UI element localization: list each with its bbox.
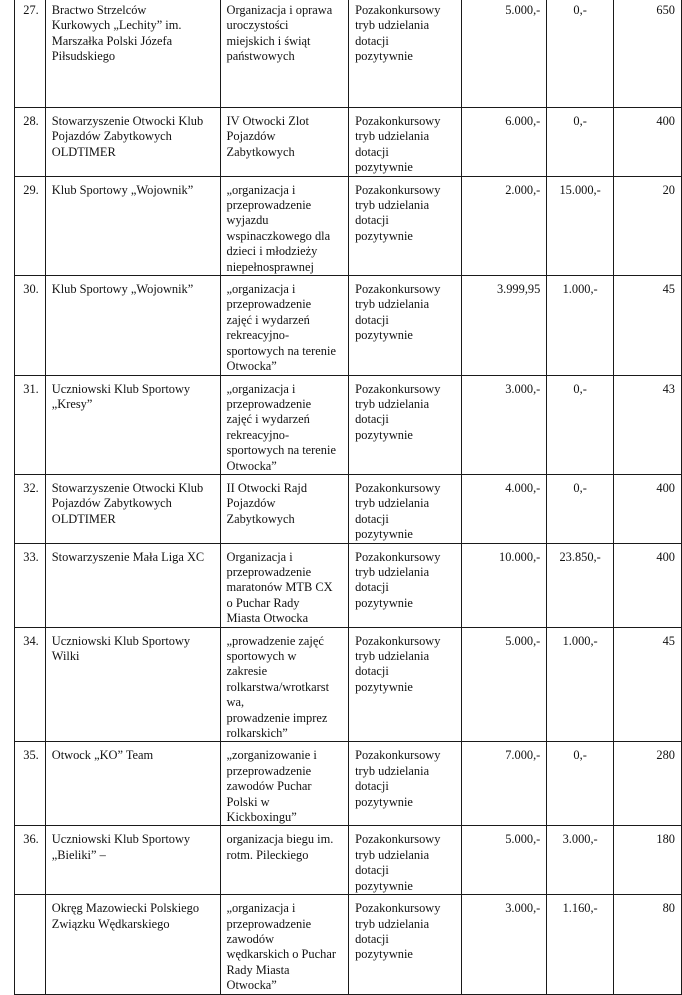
organization-name: Klub Sportowy „Wojownik” — [45, 276, 220, 375]
grant-amount: 5.000,- — [462, 0, 547, 108]
participant-count: 280 — [613, 742, 681, 826]
table-row — [15, 108, 682, 177]
row-number: 32. — [15, 474, 46, 543]
grant-amount: 3.999,95 — [462, 276, 547, 375]
grant-mode: Pozakonkursowy tryb udzielania dotacji pozytywnie — [349, 0, 462, 108]
participant-count: 45 — [613, 276, 681, 375]
grant-amount: 4.000,- — [462, 474, 547, 543]
grant-amount: 3.000,- — [462, 375, 547, 474]
task-name: „organizacja i przeprowadzenie zawodów wędkarskich o Puchar Rady Miasta Otwocka” — [220, 895, 349, 995]
participant-count: 180 — [613, 826, 681, 895]
organization-name: Stowarzyszenie Otwocki Klub Pojazdów Zabytkowych OLDTIMER — [45, 108, 220, 177]
grant-mode: Pozakonkursowy tryb udzielania dotacji pozytywnie — [349, 176, 462, 275]
task-name: „organizacja i przeprowadzenie zajęć i wydarzeń rekreacyjno- sportowych na terenie Otwocka” — [220, 276, 349, 375]
own-contribution: 0,- — [547, 742, 614, 826]
task-name: Organizacja i oprawa uroczystości miejskich i świąt państwowych — [220, 0, 349, 108]
participant-count: 400 — [613, 108, 681, 177]
own-contribution: 0,- — [547, 0, 614, 108]
organization-name: Stowarzyszenie Otwocki Klub Pojazdów Zabytkowych OLDTIMER — [45, 474, 220, 543]
grant-mode: Pozakonkursowy tryb udzielania dotacji pozytywnie — [349, 543, 462, 627]
row-number: 27. — [15, 0, 46, 108]
task-name: „zorganizowanie i przeprowadzenie zawodów Puchar Polski w Kickboxingu” — [220, 742, 349, 826]
participant-count: 43 — [613, 375, 681, 474]
task-name: organizacja biegu im. rotm. Pileckiego — [220, 826, 349, 895]
grant-amount: 2.000,- — [462, 176, 547, 275]
grant-mode: Pozakonkursowy tryb udzielania dotacji pozytywnie — [349, 375, 462, 474]
organization-name: Otwock „KO” Team — [45, 742, 220, 826]
row-number: 34. — [15, 627, 46, 742]
table-row — [15, 543, 682, 627]
organization-name: Stowarzyszenie Mała Liga XC — [45, 543, 220, 627]
participant-count: 80 — [613, 895, 681, 995]
row-number: 31. — [15, 375, 46, 474]
own-contribution: 0,- — [547, 474, 614, 543]
row-number: 33. — [15, 543, 46, 627]
organization-name: Klub Sportowy „Wojownik” — [45, 176, 220, 275]
grant-mode: Pozakonkursowy tryb udzielania dotacji pozytywnie — [349, 627, 462, 742]
grant-amount: 5.000,- — [462, 826, 547, 895]
table-row — [15, 826, 682, 895]
own-contribution: 15.000,- — [547, 176, 614, 275]
table-row — [15, 474, 682, 543]
table-row — [15, 742, 682, 826]
row-number — [15, 895, 46, 995]
organization-name: Uczniowski Klub Sportowy Wilki — [45, 627, 220, 742]
table-row — [15, 627, 682, 742]
participant-count: 20 — [613, 176, 681, 275]
table-row — [15, 0, 682, 108]
own-contribution: 0,- — [547, 375, 614, 474]
task-name: II Otwocki Rajd Pojazdów Zabytkowych — [220, 474, 349, 543]
grant-amount: 5.000,- — [462, 627, 547, 742]
row-number: 35. — [15, 742, 46, 826]
grant-amount: 10.000,- — [462, 543, 547, 627]
task-name: IV Otwocki Zlot Pojazdów Zabytkowych — [220, 108, 349, 177]
task-name: Organizacja i przeprowadzenie maratonów MTB CX o Puchar Rady Miasta Otwocka — [220, 543, 349, 627]
row-number: 29. — [15, 176, 46, 275]
organization-name: Uczniowski Klub Sportowy „Bieliki” – — [45, 826, 220, 895]
organization-name: Okręg Mazowiecki Polskiego Związku Wędkarskiego — [45, 895, 220, 995]
own-contribution: 1.000,- — [547, 627, 614, 742]
grant-mode: Pozakonkursowy tryb udzielania dotacji pozytywnie — [349, 826, 462, 895]
own-contribution: 1.000,- — [547, 276, 614, 375]
organization-name: Bractwo Strzelców Kurkowych „Lechity” im. Marszałka Polski Józefa Piłsudskiego — [45, 0, 220, 108]
grants-table — [14, 0, 682, 995]
table-row — [15, 895, 682, 995]
table-row — [15, 375, 682, 474]
grant-mode: Pozakonkursowy tryb udzielania dotacji pozytywnie — [349, 108, 462, 177]
task-name: „organizacja i przeprowadzenie wyjazdu wspinaczkowego dla dzieci i młodzieży niepełnosprawnej — [220, 176, 349, 275]
row-number: 28. — [15, 108, 46, 177]
own-contribution: 1.160,- — [547, 895, 614, 995]
grant-amount: 3.000,- — [462, 895, 547, 995]
table-row — [15, 276, 682, 375]
own-contribution: 23.850,- — [547, 543, 614, 627]
own-contribution: 0,- — [547, 108, 614, 177]
participant-count: 45 — [613, 627, 681, 742]
grant-mode: Pozakonkursowy tryb udzielania dotacji pozytywnie — [349, 276, 462, 375]
own-contribution: 3.000,- — [547, 826, 614, 895]
organization-name: Uczniowski Klub Sportowy „Kresy” — [45, 375, 220, 474]
task-name: „prowadzenie zajęć sportowych w zakresie rolkarstwa/wrotkarst wa, prowadzenie imprez rolkarskich” — [220, 627, 349, 742]
grant-mode: Pozakonkursowy tryb udzielania dotacji pozytywnie — [349, 474, 462, 543]
row-number: 36. — [15, 826, 46, 895]
row-number: 30. — [15, 276, 46, 375]
grant-mode: Pozakonkursowy tryb udzielania dotacji pozytywnie — [349, 742, 462, 826]
grant-amount: 6.000,- — [462, 108, 547, 177]
participant-count: 400 — [613, 474, 681, 543]
grant-amount: 7.000,- — [462, 742, 547, 826]
table-row — [15, 176, 682, 275]
table-body — [15, 0, 682, 995]
participant-count: 650 — [613, 0, 681, 108]
task-name: „organizacja i przeprowadzenie zajęć i wydarzeń rekreacyjno- sportowych na terenie Otwocka” — [220, 375, 349, 474]
participant-count: 400 — [613, 543, 681, 627]
grant-mode: Pozakonkursowy tryb udzielania dotacji pozytywnie — [349, 895, 462, 995]
